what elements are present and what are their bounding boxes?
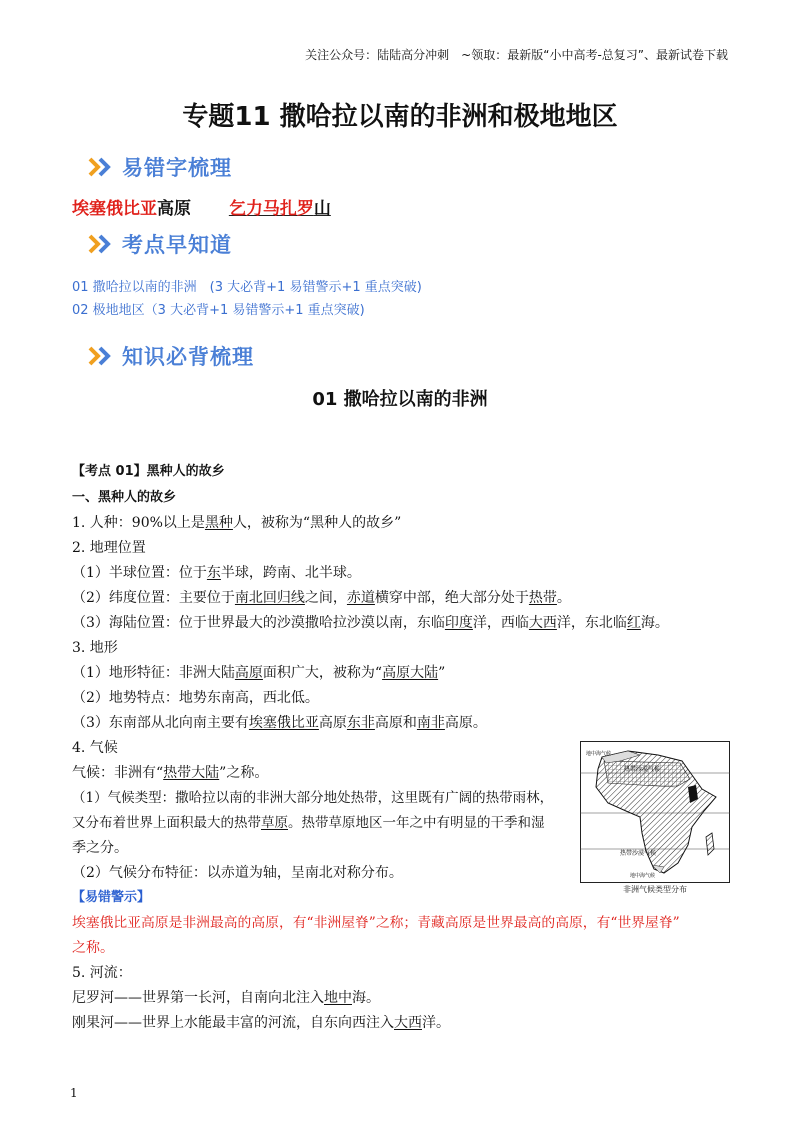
- text: （3）东南部从北向南主要有: [72, 715, 249, 731]
- typo-word-2-highlight: 乞力马扎罗: [228, 199, 314, 219]
- text: 。热带草原地区一年之中有明显的干季和湿: [288, 815, 545, 831]
- page-title: 专题11 撒哈拉以南的非洲和极地地区: [182, 102, 618, 132]
- text: 横穿中部，绝大部分处于: [374, 590, 529, 606]
- text: 面积广大，被称为“: [262, 665, 383, 681]
- line-hemisphere: [72, 563, 361, 583]
- double-chevron-icon: [88, 345, 114, 367]
- section-label: 知识必背梳理: [122, 345, 254, 369]
- africa-map-svg: [580, 741, 730, 883]
- line-climate-type-3: 季之分。: [72, 840, 128, 856]
- line-terrain-feature: [72, 663, 445, 683]
- answer-blank: 埃塞俄比亚: [248, 715, 319, 731]
- text: 人，被称为“黑种人的故乡”: [232, 515, 402, 531]
- heading-1: 一、黑种人的故乡: [72, 490, 177, 505]
- page-number: 1: [70, 1086, 78, 1100]
- text: 又分布着世界上面积最大的热带: [72, 815, 261, 831]
- warning-title: 【易错警示】: [72, 890, 151, 905]
- map-label: 热带沙漠气候: [624, 766, 661, 773]
- typo-word-2-rest: 山: [313, 199, 331, 219]
- section-preview: [88, 227, 232, 261]
- text: 海。: [352, 990, 380, 1006]
- text: 1. 人种：90%以上是: [72, 515, 205, 531]
- line-climate-heading: 4. 气候: [72, 740, 118, 756]
- map-label: 地中海气候: [586, 751, 612, 757]
- map-label: 地中海气候: [630, 873, 656, 879]
- section-label: 考点早知道: [122, 233, 232, 257]
- typo-word-1-highlight: 埃塞俄比亚: [72, 199, 157, 219]
- answer-blank: 高原: [234, 665, 263, 681]
- text: 洋，东北临: [556, 615, 627, 631]
- toc-item-2[interactable]: 02 极地地区（3 大必背+1 易错警示+1 重点突破): [72, 303, 365, 318]
- double-chevron-icon: [88, 156, 114, 178]
- typo-words: [72, 194, 331, 219]
- map-label: 热带沙漠气候: [620, 850, 657, 857]
- warning-text-1: 埃塞俄比亚高原是非洲最高的高原，有“非洲屋脊”之称；青藏高原是世界最高的高原，有“世界屋脊”: [72, 915, 680, 931]
- toc-item-1[interactable]: 01 撒哈拉以南的非洲 (3 大必背+1 易错警示+1 重点突破): [72, 280, 422, 295]
- text: 洋。: [422, 1015, 450, 1031]
- text: 尼罗河——世界第一长河，自南向北注入: [72, 990, 324, 1006]
- answer-blank: 高原大陆: [382, 665, 439, 681]
- text: 刚果河——世界上水能最丰富的河流，自东向西注入: [72, 1015, 394, 1031]
- text: 海。: [640, 615, 669, 631]
- answer-blank: 黑种: [204, 515, 233, 531]
- answer-blank: 草原: [261, 815, 288, 831]
- text: 半球，跨南、北半球。: [220, 565, 361, 581]
- answer-blank: 东: [206, 565, 221, 581]
- answer-blank: 大西: [528, 615, 557, 631]
- header-note: 关注公众号：陆陆高分冲刺 ~领取：最新版“小中高考-总复习”、最新试卷下载: [305, 48, 728, 62]
- warning-text-2: 之称。: [72, 940, 114, 956]
- text: 高原: [318, 715, 347, 731]
- line-climate: [72, 763, 268, 783]
- answer-blank: 东非: [346, 715, 375, 731]
- text: （3）海陆位置：位于世界最大的沙漠撒哈拉沙漠以南，东临: [72, 615, 445, 631]
- text: （2）纬度位置：主要位于: [72, 590, 235, 606]
- line-terrain-trend: （2）地势特点：地势东南高，西北低。: [72, 690, 319, 706]
- line-climate-type-2: [72, 813, 545, 833]
- map-caption: 非洲气候类型分布: [623, 885, 687, 894]
- text: （1）半球位置：位于: [72, 565, 207, 581]
- line-geo-heading: 2. 地理位置: [72, 540, 146, 556]
- typo-word-1-rest: 高原: [157, 199, 191, 219]
- line-race: [72, 513, 401, 533]
- line-sea-land: [72, 613, 669, 633]
- text: 气候：非洲有“: [72, 765, 164, 781]
- answer-blank: 大西: [394, 1015, 422, 1031]
- text: ”: [438, 665, 446, 681]
- double-chevron-icon: [88, 233, 114, 255]
- line-latitude: [72, 588, 571, 608]
- answer-blank: 红: [626, 615, 641, 631]
- point-label: 【考点 01】黑种人的故乡: [72, 464, 225, 479]
- answer-blank: 热带: [528, 590, 557, 606]
- line-climate-distribution: （2）气候分布特征：以赤道为轴，呈南北对称分布。: [72, 865, 403, 881]
- line-southeast: [72, 713, 487, 733]
- answer-blank: 南非: [416, 715, 445, 731]
- text: ”之称。: [219, 765, 269, 781]
- line-terrain-heading: 3. 地形: [72, 640, 118, 656]
- text: 洋，西临: [472, 615, 529, 631]
- answer-blank: 赤道: [346, 590, 375, 606]
- answer-blank: 南北回归线: [234, 590, 305, 606]
- answer-blank: 印度: [444, 615, 473, 631]
- section-typo: [88, 150, 232, 184]
- answer-blank: 地中: [324, 990, 352, 1006]
- line-congo: [72, 1013, 450, 1033]
- africa-climate-map: [580, 741, 730, 889]
- line-rivers-heading: 5. 河流：: [72, 965, 132, 981]
- answer-blank: 热带大陆: [163, 765, 220, 781]
- line-nile: [72, 988, 380, 1008]
- text: 高原和: [374, 715, 417, 731]
- text: 之间，: [304, 590, 347, 606]
- line-climate-type-1: （1）气候类型：撒哈拉以南的非洲大部分地处热带，这里既有广阔的热带雨林，: [72, 790, 554, 806]
- section-knowledge: [88, 339, 254, 373]
- subsection-title: 01 撒哈拉以南的非洲: [312, 389, 488, 410]
- section-label: 易错字梳理: [122, 156, 232, 180]
- text: 。: [556, 590, 571, 606]
- text: 高原。: [444, 715, 487, 731]
- text: （1）地形特征：非洲大陆: [72, 665, 235, 681]
